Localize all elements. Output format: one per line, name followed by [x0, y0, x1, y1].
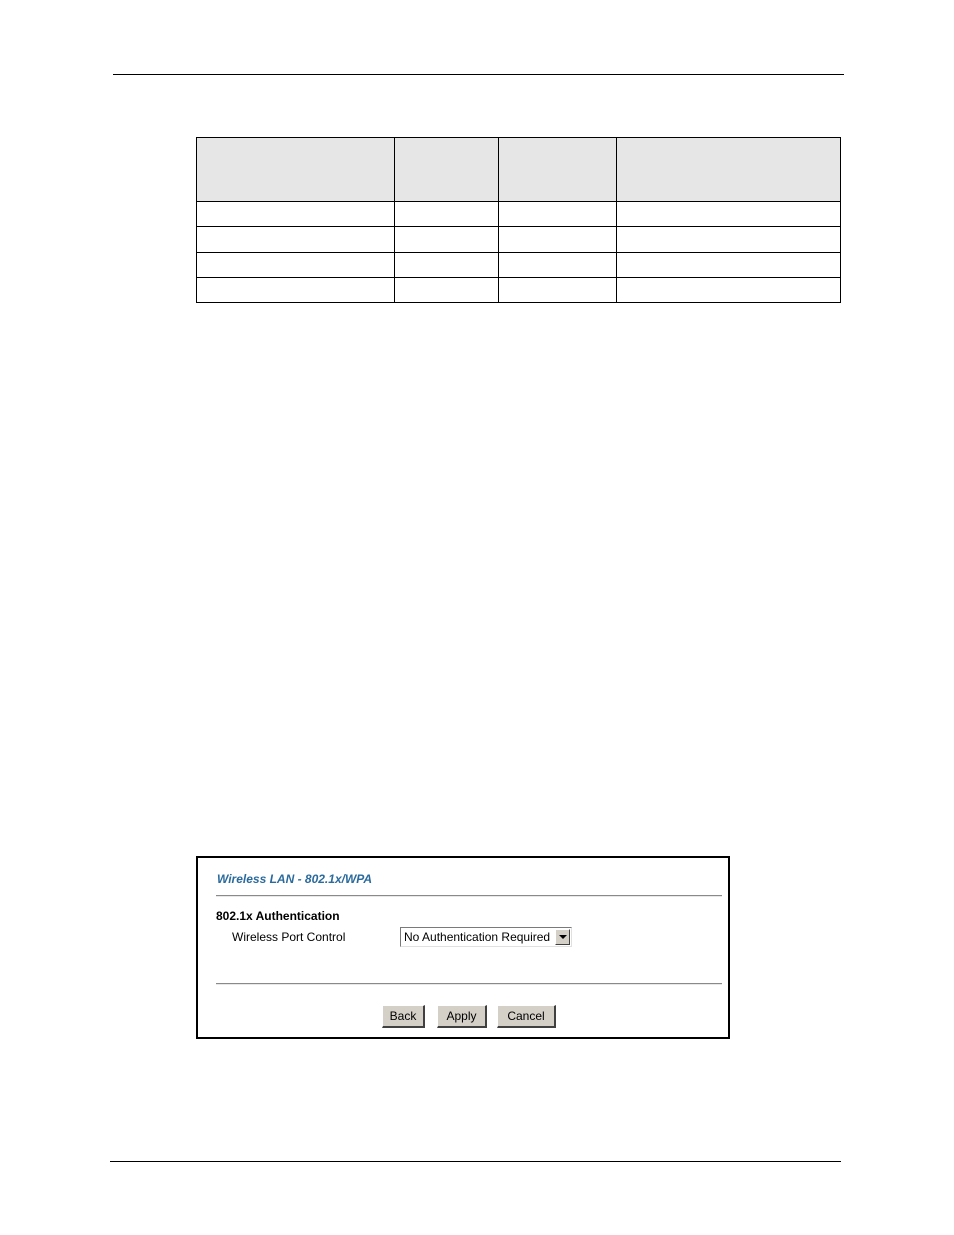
title-divider [216, 895, 722, 897]
table-cell [197, 252, 395, 277]
wireless-8021x-panel [196, 856, 730, 1039]
table-cell [197, 202, 395, 227]
table-cell [499, 227, 617, 252]
table-header-cell [395, 138, 499, 202]
table-cell [395, 202, 499, 227]
table-row [197, 227, 841, 252]
table-cell [499, 202, 617, 227]
table-cell [395, 227, 499, 252]
header-rule [113, 74, 844, 75]
footer-rule [110, 1161, 841, 1162]
section-heading: 802.1x Authentication [216, 909, 340, 923]
select-value: No Authentication Required [404, 930, 551, 944]
table-cell [617, 277, 841, 302]
table-cell [617, 202, 841, 227]
table-row [197, 202, 841, 227]
table-cell [197, 277, 395, 302]
table-row [197, 277, 841, 302]
table-header-cell [617, 138, 841, 202]
apply-button[interactable]: Apply [437, 1005, 487, 1028]
back-button[interactable]: Back [382, 1005, 425, 1028]
table-header-row [197, 138, 841, 202]
wireless-port-control-select[interactable] [400, 927, 572, 947]
table-cell [499, 252, 617, 277]
cancel-button[interactable]: Cancel [497, 1005, 556, 1028]
table-row [197, 252, 841, 277]
table-cell [395, 277, 499, 302]
summary-table [196, 137, 841, 303]
table-header-cell [197, 138, 395, 202]
table-header-cell [499, 138, 617, 202]
table-cell [395, 252, 499, 277]
table-cell [617, 252, 841, 277]
chevron-down-icon[interactable] [555, 929, 570, 945]
footer-divider [216, 983, 722, 985]
wireless-port-control-label: Wireless Port Control [232, 930, 346, 944]
table-cell [499, 277, 617, 302]
panel-title: Wireless LAN - 802.1x/WPA [217, 872, 373, 886]
table-cell [197, 227, 395, 252]
table-cell [617, 227, 841, 252]
